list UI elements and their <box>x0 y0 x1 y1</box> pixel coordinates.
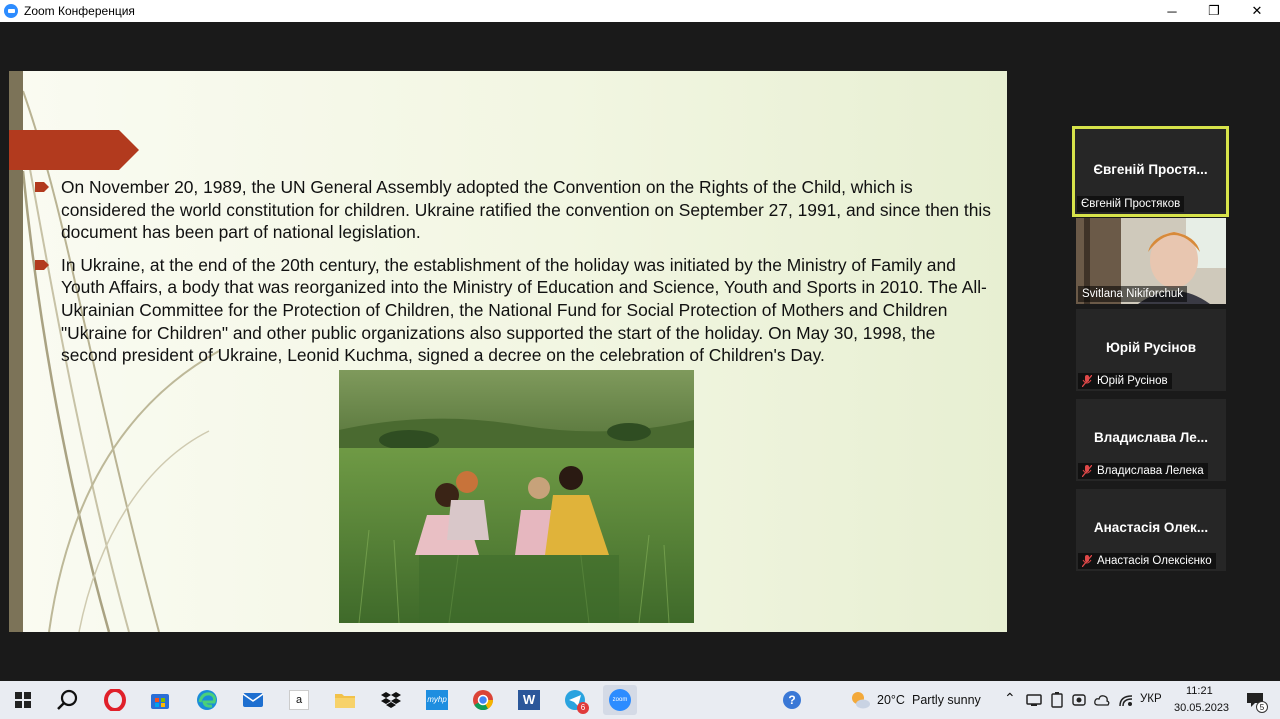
children-in-field-photo <box>339 370 694 623</box>
store-app[interactable] <box>145 685 175 715</box>
participant-tile[interactable] <box>1076 399 1226 481</box>
participant-display-name: Владислава Ле... <box>1094 430 1208 445</box>
partly-sunny-icon <box>849 689 871 711</box>
zoom-icon: zoom <box>609 689 631 711</box>
weather-widget-icon-button[interactable] <box>845 685 875 715</box>
telegram-unread-badge: 6 <box>577 702 589 714</box>
store-icon <box>149 689 171 711</box>
participant-tile-video[interactable] <box>1076 218 1226 304</box>
participant-name-label <box>1077 196 1184 212</box>
bullet-arrow-icon <box>35 182 49 192</box>
muted-mic-icon <box>1082 555 1092 567</box>
slide-bullet-list <box>35 176 995 377</box>
participant-display-name: Анастасія Олек... <box>1093 520 1209 535</box>
help-icon: ? <box>783 691 801 709</box>
window-titlebar <box>0 0 1280 22</box>
participant-tile[interactable] <box>1076 489 1226 571</box>
weather-condition[interactable]: Partly sunny <box>912 693 981 707</box>
restore-button[interactable]: ❐ <box>1208 3 1220 18</box>
amazon-icon: a <box>289 690 309 710</box>
device-icon[interactable] <box>1026 693 1042 707</box>
taskbar-search-button[interactable] <box>53 685 83 715</box>
windows-logo-icon <box>15 692 31 708</box>
bullet-text: On November 20, 1989, the UN General Assembly adopted the Convention on the Rights of the Child, which is considered the world constitution for children. Ukraine ratified the convention on September 27, 1991, and since then this document has been part of national legislation. <box>61 177 991 243</box>
input-language[interactable]: УКР <box>1140 693 1162 705</box>
battery-icon[interactable] <box>1050 692 1064 708</box>
mail-icon <box>242 689 264 711</box>
notification-count-badge: 5 <box>1256 701 1268 713</box>
bullet-arrow-icon <box>35 260 49 270</box>
participant-display-name: Євгеній Простя... <box>1093 162 1208 177</box>
participant-name-label <box>1078 553 1216 569</box>
chrome-icon <box>472 689 494 711</box>
bullet-text: In Ukraine, at the end of the 20th century, the establishment of the holiday was initiated by the Ministry of Family and Youth Affairs, a body that was reorganized into the Ministry of Education and Science, Youth and Sports in 2010. The All-Ukrainian Committee for the Protection of Children, the National Fund for Social Protection of Mothers and Children "Ukraine for Children" and other public organizations also supported the start of the holiday. On May 30, 1998, the second president of Ukraine, Leonid Kuchma, signed a decree on the celebration of Children's Day. <box>61 254 987 366</box>
participant-label-text: Євгеній Простяков <box>1081 198 1181 210</box>
slide-arrow-shape <box>9 130 139 170</box>
window-title: Zoom Конференция <box>24 4 135 18</box>
participant-tile-active-speaker[interactable] <box>1072 126 1229 217</box>
shared-screen-slide <box>9 71 1007 632</box>
word-icon: W <box>518 690 540 710</box>
clock-time[interactable]: 11:21 <box>1186 685 1213 697</box>
chrome-app[interactable] <box>468 685 498 715</box>
edge-icon <box>196 689 218 711</box>
mail-app[interactable] <box>238 685 268 715</box>
wifi-icon[interactable] <box>1118 692 1134 708</box>
meeting-area <box>0 22 1280 681</box>
windows-taskbar <box>0 681 1280 719</box>
participant-display-name: Юрій Русінов <box>1105 340 1197 355</box>
amazon-app[interactable] <box>284 685 314 715</box>
search-icon <box>57 689 79 711</box>
clock-date[interactable]: 30.05.2023 <box>1174 702 1230 714</box>
participant-name-label <box>1078 373 1172 389</box>
participant-tile[interactable] <box>1076 309 1226 391</box>
help-button[interactable] <box>777 685 807 715</box>
slide-bullet <box>35 254 995 367</box>
myhp-app[interactable] <box>422 685 452 715</box>
zoom-logo-icon <box>4 4 18 18</box>
dropbox-app[interactable] <box>376 685 406 715</box>
participant-label-text: Svitlana Nikiforchuk <box>1082 288 1183 300</box>
notifications-button[interactable] <box>1240 685 1270 715</box>
start-button[interactable] <box>8 685 38 715</box>
word-app[interactable] <box>514 685 544 715</box>
opera-icon <box>104 689 126 711</box>
participant-name-label <box>1078 463 1208 479</box>
muted-mic-icon <box>1082 375 1092 387</box>
camera-icon[interactable] <box>1072 692 1086 708</box>
participant-label-text: Анастасія Олексієнко <box>1097 555 1212 567</box>
cloud-icon[interactable] <box>1094 693 1110 707</box>
zoom-app[interactable] <box>603 685 637 715</box>
muted-mic-icon <box>1082 465 1092 477</box>
myhp-icon: myhp <box>426 690 448 710</box>
telegram-app[interactable] <box>560 685 590 715</box>
dropbox-icon <box>380 689 402 711</box>
edge-app[interactable] <box>192 685 222 715</box>
participant-label-text: Юрій Русінов <box>1097 375 1168 387</box>
minimize-button[interactable]: ─ <box>1167 3 1177 19</box>
close-button[interactable]: ✕ <box>1251 3 1263 18</box>
weather-temperature[interactable]: 20°C <box>877 693 905 707</box>
slide-bullet <box>35 176 995 244</box>
opera-app[interactable] <box>100 685 130 715</box>
participant-name-label <box>1078 286 1187 302</box>
file-explorer-app[interactable] <box>330 685 360 715</box>
folder-icon <box>334 689 356 711</box>
participant-label-text: Владислава Лелека <box>1097 465 1204 477</box>
show-hidden-icons-button[interactable]: ⌃ <box>1004 690 1016 706</box>
